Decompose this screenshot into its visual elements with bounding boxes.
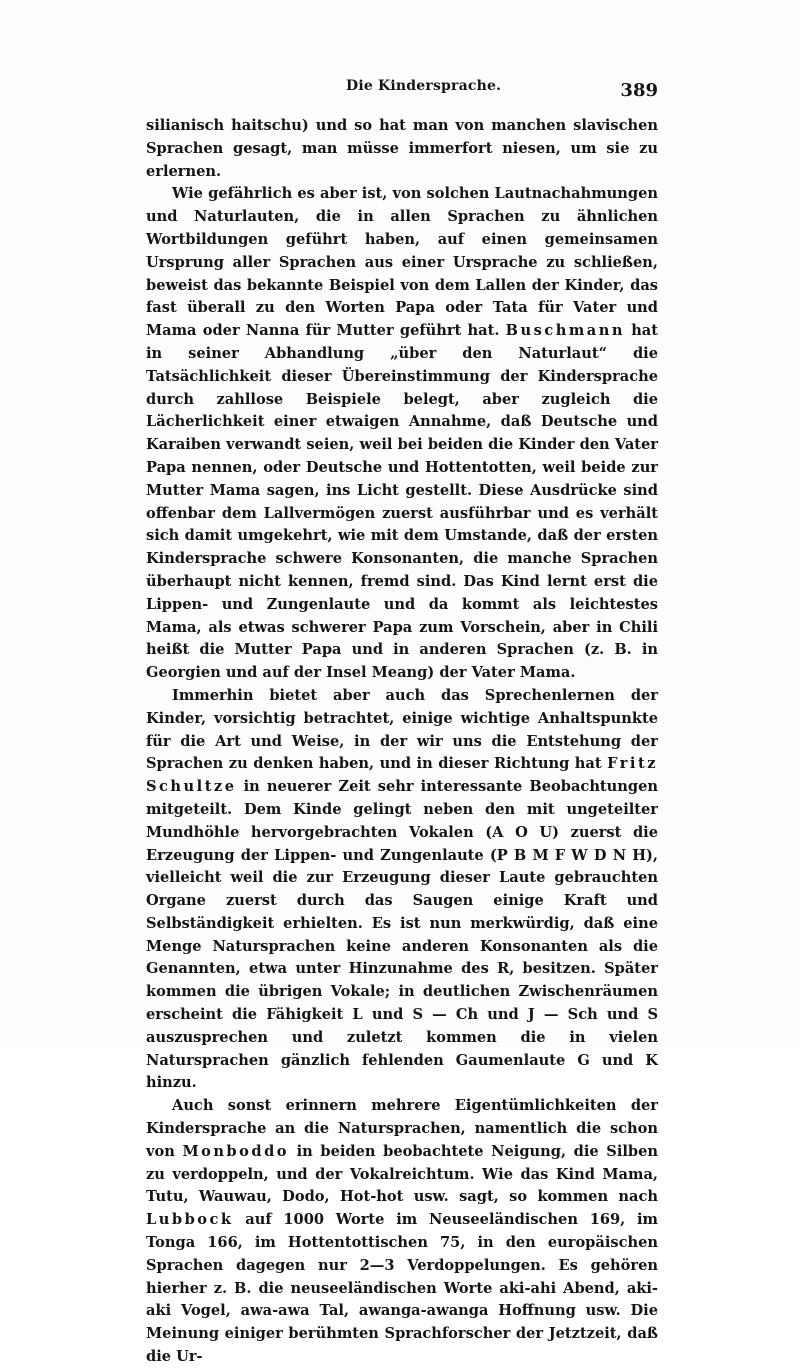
text-segment: Auch sonst erinnern mehrere Eigentümlichkeiten der Kindersprache an die Natursprachen, namentlich die schon von xyxy=(146,1097,658,1160)
body-text xyxy=(146,115,658,1369)
text-segment: hat in seiner Abhandlung „über den Naturlaut“ die Tatsächlichkeit dieser Übereinstimmung der Kindersprache durch zahllose Beispiele belegt, aber zugleich die Lächerlichkeit einer etwaigen Annahme, daß Deutsche und Karaiben verwandt seien, weil bei beiden die Kinder den Vater Papa nennen, oder Deutsche und Hottentotten, weil beide zur Mutter Mama sagen, ins Licht gestellt. Diese Ausdrücke sind offenbar dem Lallvermögen zuerst ausführbar und es verhält sich damit umgekehrt, wie mit dem Umstande, daß der ersten Kindersprache schwere Konsonanten, die manche Sprachen überhaupt nicht kennen, fremd sind. Das Kind lernt erst die Lippen- und Zungenlaute und da kommt als leichtestes Mama, als etwas schwerer Papa zum Vorschein, aber in Chili heißt die Mutter Papa und in anderen Sprachen (z. B. in Georgien und auf der Insel Meang) der Vater Mama. xyxy=(146,322,658,682)
text-segment: in beiden beobachtete Neigung, die Silben zu verdoppeln, und der Vokalreichtum. Wie das Kind Mama, Tutu, Wauwau, Dodo, Hot-hot usw. sagt, so kommen nach xyxy=(146,1142,659,1206)
paragraph xyxy=(146,1095,658,1369)
text-segment: Wie gefährlich es aber ist, von solchen Lautnachahmungen und Naturlauten, die in allen Sprachen zu ähnlichen Wortbildungen geführt haben, auf einen gemeinsamen Ursprung aller Sprachen aus einer Ursprache zu schließen, beweist das bekannte Beispiel von dem Lallen der Kinder, das fast überall zu den Worten Papa oder Tata für Vater und Mama oder Nanna für Mutter geführt hat. xyxy=(146,185,658,340)
page-number: 389 xyxy=(620,80,658,101)
paragraph xyxy=(146,183,658,685)
page-header xyxy=(146,76,658,100)
emphasized-name: Buschmann xyxy=(505,322,625,340)
emphasized-name: Monboddo xyxy=(182,1142,290,1160)
paragraph xyxy=(146,685,658,1095)
emphasized-name: Lubbock xyxy=(146,1211,234,1229)
text-segment: silianisch haitschu) und so hat man von manchen slavischen Sprachen gesagt, man müsse immerfort niesen, um sie zu erlernen. xyxy=(146,117,658,180)
text-segment: auf 1000 Worte im Neuseeländischen 169, im Tonga 166, im Hottentottischen 75, in den europäischen Sprachen dagegen nur 2—3 Verdoppelungen. Es gehören hierher z. B. die neuseeländischen Worte aki-ahi Abend, aki-aki Vogel, awa-awa Tal, awanga-awanga Hoffnung usw. Die Meinung einiger berühmten Sprachforscher der Jetztzeit, daß die Ur- xyxy=(146,1211,658,1366)
paragraph xyxy=(146,115,658,183)
running-title: Die Kindersprache. xyxy=(346,78,502,94)
text-segment: in neuerer Zeit sehr interessante Beobachtungen mitgeteilt. Dem Kinde gelingt neben den mit ungeteilter Mundhöhle hervorgebrachten Vokalen (A O U) zuerst die Erzeugung der Lippen- und Zungenlaute (P B M F W D N H), vielleicht weil die zur Erzeugung dieser Laute gebrauchten Organe zuerst durch das Saugen einige Kraft und Selbständigkeit erhielten. Es ist nun merkwürdig, daß eine Menge Natursprachen keine anderen Konsonanten als die Genannten, etwa unter Hinzunahme des R, besitzen. Später kommen die übrigen Vokale; in deutlichen Zwischenräumen erscheint die Fähigkeit L und S — Ch und J — Sch und S auszusprechen und zuletzt kommen die in vielen Natursprachen gänzlich fehlenden Gaumenlaute G und K hinzu. xyxy=(146,778,658,1092)
emphasized-name: Fritz Schultze xyxy=(146,755,658,796)
text-segment: Immerhin bietet aber auch das Sprechenlernen der Kinder, vorsichtig betrachtet, einige wichtige Anhaltspunkte für die Art und Weise, in der wir uns die Entstehung der Sprachen zu denken haben, und in dieser Richtung hat xyxy=(146,686,658,773)
